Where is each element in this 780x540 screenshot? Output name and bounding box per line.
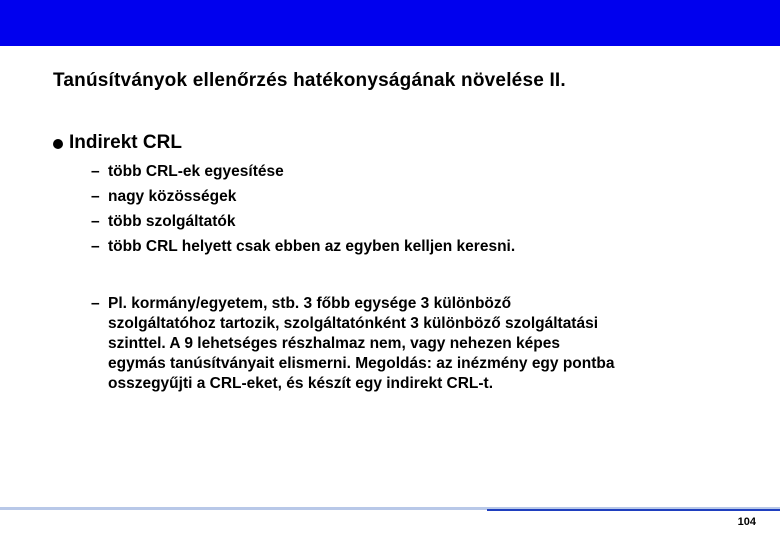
example-paragraph	[91, 294, 731, 394]
dash-marker: –	[91, 163, 100, 180]
sub-item	[91, 238, 515, 256]
sub-item	[91, 213, 235, 231]
dash-marker: –	[91, 295, 100, 312]
sub-item-text: nagy közösségek	[108, 188, 237, 205]
sub-item	[91, 163, 284, 181]
example-text: Pl. kormány/egyetem, stb. 3 főbb egysége 3 különböző szolgáltatóhoz tartozik, szolgáltatónként 3 különböző szolgáltatási szinttel. A 9 lehetséges részhalmaz nem, vagy nehezen képes egymás tanúsítványait elismerni. Megoldás: az inézmény egy pontba osszegyűjti a CRL-eket, és készít egy indirekt CRL-t.	[108, 295, 615, 392]
dash-marker: –	[91, 238, 100, 255]
sub-item-text: több CRL-ek egyesítése	[108, 163, 284, 180]
main-bullet-label: Indirekt CRL	[69, 132, 182, 153]
dash-marker: –	[91, 188, 100, 205]
dash-marker: –	[91, 213, 100, 230]
slide-title: Tanúsítványok ellenőrzés hatékonyságának növelése II.	[53, 70, 566, 91]
main-bullet	[53, 132, 182, 154]
page-number: 104	[737, 516, 756, 528]
footer-accent-line	[487, 509, 780, 511]
bullet-dot-icon	[53, 139, 63, 149]
sub-item	[91, 188, 236, 206]
sub-item-text: több szolgáltatók	[108, 213, 236, 230]
sub-item-text: több CRL helyett csak ebben az egyben kelljen keresni.	[108, 238, 516, 255]
header-bar	[0, 0, 780, 46]
